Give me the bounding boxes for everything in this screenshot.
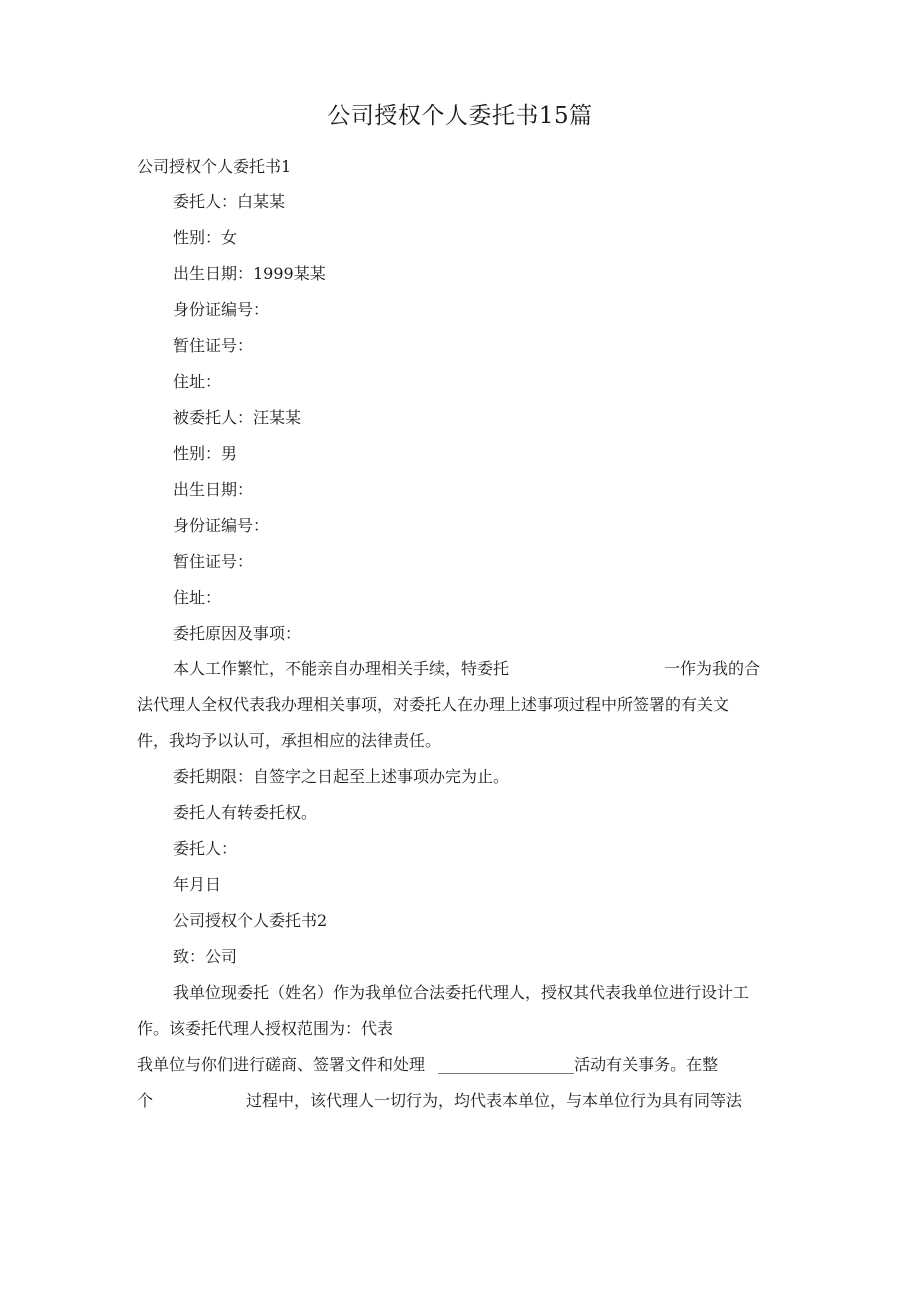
authorization-line-3-text-b: 活动有关事务。在整 bbox=[574, 1055, 719, 1074]
agent-temp-id-line: 暂住证号： bbox=[173, 552, 254, 571]
authorization-line-4-text-b: 过程中，该代理人一切行为，均代表本单位，与本单位行为具有同等法 bbox=[246, 1091, 743, 1110]
authorization-paragraph-line-2: 作。该委托代理人授权范围为：代表 bbox=[137, 1019, 394, 1038]
principal-id-line: 身份证编号： bbox=[173, 300, 270, 319]
authorization-line-4-text-a: 个 bbox=[137, 1091, 154, 1110]
principal-gender-line: 性别：女 bbox=[173, 228, 238, 247]
section-heading-2: 公司授权个人委托书2 bbox=[173, 911, 328, 930]
period-line: 委托期限：自签字之日起至上述事项办完为止。 bbox=[173, 767, 510, 786]
authorization-line-3-text-a: 我单位与你们进行磋商、签署文件和处理 bbox=[137, 1055, 426, 1074]
agent-id-line: 身份证编号： bbox=[173, 516, 270, 535]
principal-birth-line: 出生日期：1999某某 bbox=[173, 264, 326, 283]
agent-address-line: 住址： bbox=[173, 588, 222, 607]
principal-address-line: 住址： bbox=[173, 372, 222, 391]
authorization-paragraph-line-1: 我单位现委托（姓名）作为我单位合法委托代理人，授权其代表我单位进行设计工 bbox=[173, 983, 750, 1002]
reason-heading: 委托原因及事项： bbox=[173, 624, 302, 643]
agent-gender-line: 性别：男 bbox=[173, 444, 238, 463]
authorization-line-3-blank: _________________ bbox=[438, 1055, 575, 1074]
reason-paragraph-line-1b: 一作为我的合 bbox=[664, 659, 761, 678]
transfer-line: 委托人有转委托权。 bbox=[173, 803, 318, 822]
reason-paragraph-line-2: 法代理人全权代表我办理相关事项，对委托人在办理上述事项过程中所签署的有关文 bbox=[137, 695, 730, 714]
date-line: 年月日 bbox=[173, 875, 222, 894]
reason-paragraph-line-1a: 本人工作繁忙，不能亲自办理相关手续，特委托 bbox=[173, 659, 510, 678]
authorization-paragraph-line-3 bbox=[137, 1054, 718, 1076]
document-title: 公司授权个人委托书15篇 bbox=[327, 103, 593, 129]
principal-line: 委托人：白某某 bbox=[173, 192, 286, 211]
principal-temp-id-line: 暂住证号： bbox=[173, 336, 254, 355]
sign-line: 委托人： bbox=[173, 839, 238, 858]
agent-line: 被委托人：汪某某 bbox=[173, 408, 302, 427]
reason-paragraph-line-3: 件，我均予以认可，承担相应的法律责任。 bbox=[137, 731, 442, 750]
section-heading-1: 公司授权个人委托书1 bbox=[137, 157, 292, 176]
agent-birth-line: 出生日期： bbox=[173, 480, 254, 499]
addressee-line: 致：公司 bbox=[173, 947, 238, 966]
